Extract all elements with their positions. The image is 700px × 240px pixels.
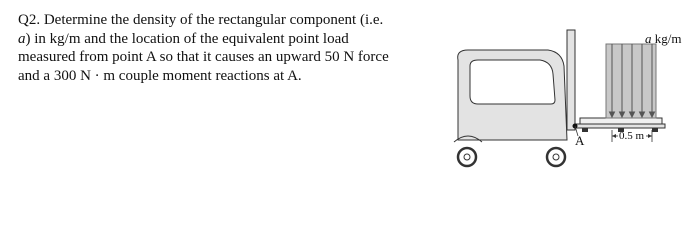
dimension-arrow-left — [612, 134, 616, 138]
problem-line-1: Q2. Determine the density of the rectangular component (i.e. — [18, 12, 384, 28]
pallet-block-1 — [582, 128, 588, 132]
front-wheel-hub — [464, 154, 470, 160]
problem-line-3: measured from point A so that it causes an upward 50 N force — [18, 49, 389, 65]
problem-line-4: and a 300 N · m couple moment reactions at A. — [18, 67, 302, 84]
distributed-load-block — [606, 44, 656, 118]
point-a-label: A — [575, 133, 585, 148]
fork-arm — [575, 124, 665, 128]
load-density-unit: kg/m — [651, 31, 682, 46]
forklift-diagram — [440, 0, 700, 184]
forklift-mast — [567, 30, 575, 130]
load-density-variable: a — [645, 31, 652, 46]
distance-label: 0.5 m — [619, 130, 645, 142]
problem-line-2-rest: ) in kg/m and the location of the equivalent point load — [25, 30, 349, 47]
pallet-block-3 — [652, 128, 658, 132]
problem-statement — [18, 11, 438, 85]
problem-line-2 — [18, 30, 438, 49]
dimension-arrow-right — [648, 134, 652, 138]
density-variable: a — [18, 30, 26, 47]
pallet-deck — [580, 118, 662, 124]
load-density-label — [645, 31, 681, 47]
rear-wheel-hub — [553, 154, 559, 160]
forklift-figure — [440, 0, 700, 184]
forklift-window — [470, 60, 555, 104]
